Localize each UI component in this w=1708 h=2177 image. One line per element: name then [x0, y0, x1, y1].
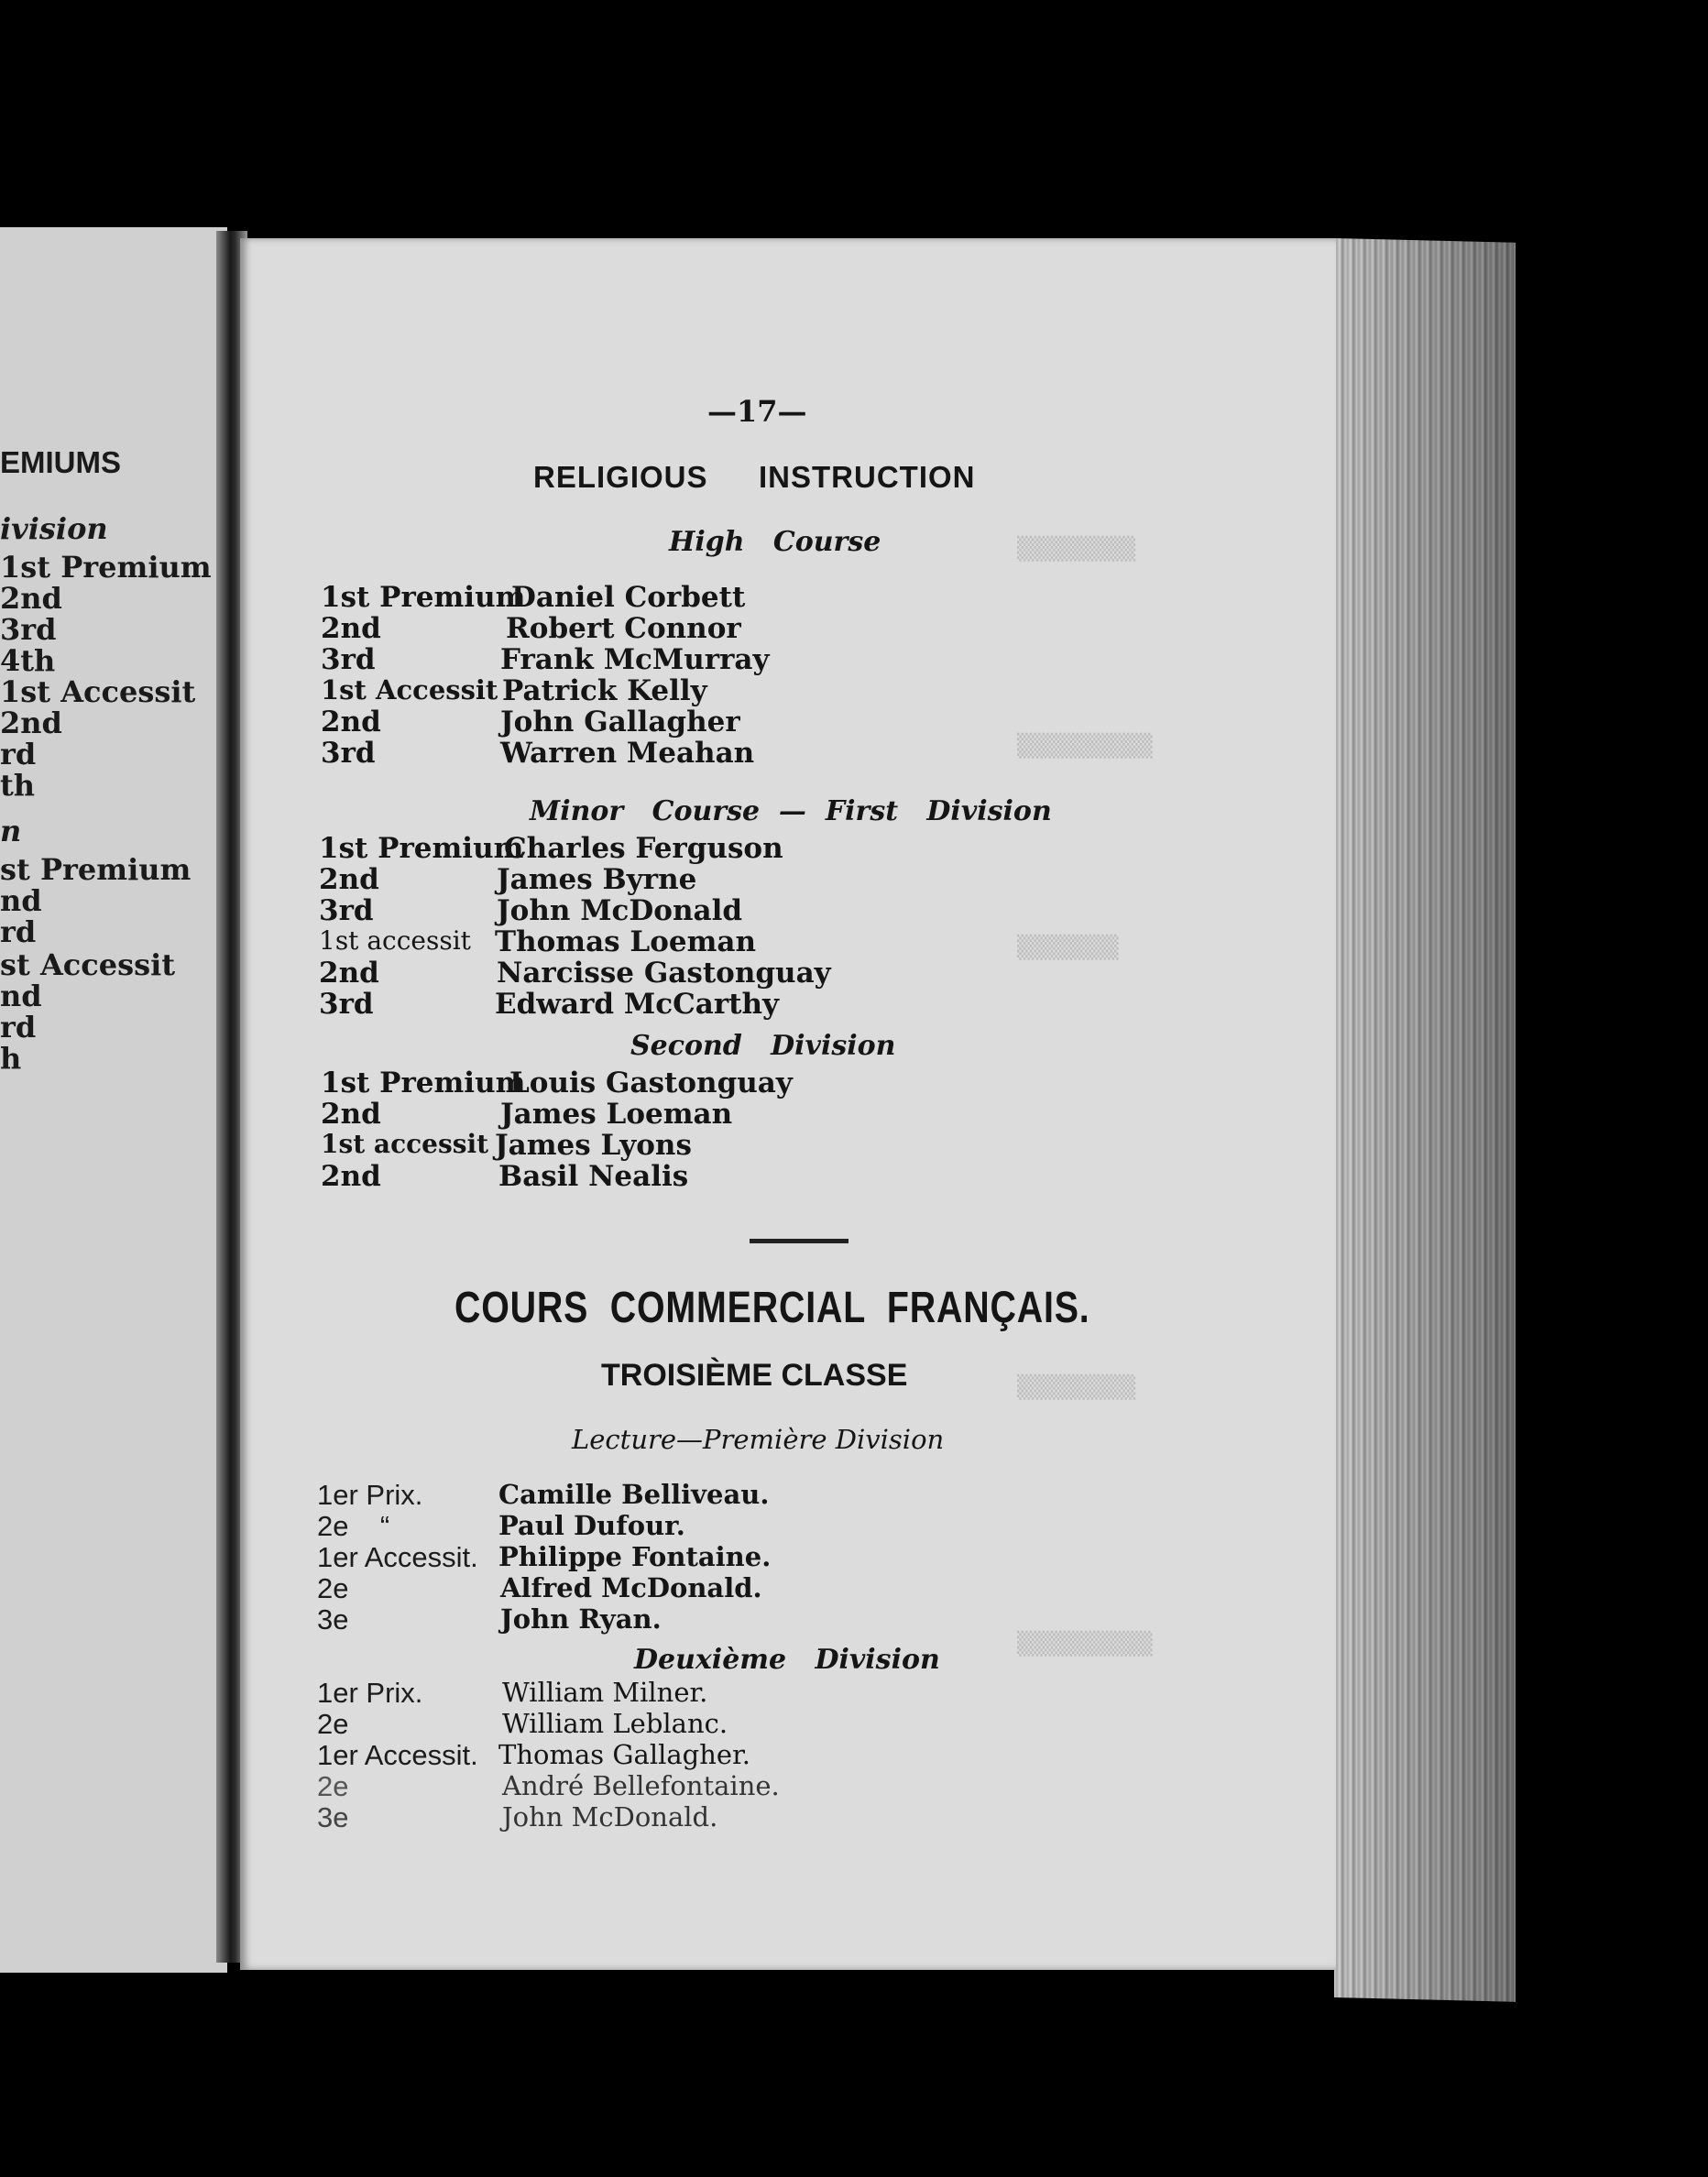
left-page-line: rd	[0, 737, 37, 771]
right-page	[240, 238, 1336, 1970]
award-rank: 2e	[317, 1572, 349, 1604]
left-page-line: st Accessit	[0, 947, 176, 982]
award-rank: 1er Accessit.	[317, 1739, 478, 1771]
award-recipient: Alfred McDonald.	[500, 1572, 762, 1603]
left-page-line: rd	[0, 914, 37, 949]
award-rank: 1er Accessit.	[317, 1541, 478, 1573]
subheading-minor-second-division: Second Division	[630, 1030, 896, 1062]
award-rank: 1er Prix.	[317, 1479, 423, 1511]
award-recipient: Louis Gastonguay	[509, 1067, 793, 1099]
left-page-line: 4th	[0, 643, 56, 678]
award-recipient: James Loeman	[500, 1098, 733, 1131]
award-rank: 2nd	[321, 1160, 381, 1193]
award-recipient: Paul Dufour.	[498, 1510, 685, 1541]
left-page-line: 3rd	[0, 612, 57, 647]
award-recipient: Camille Belliveau.	[498, 1479, 770, 1510]
award-recipient: Charles Ferguson	[504, 832, 783, 865]
award-rank: 3e	[317, 1603, 349, 1635]
award-rank: 3rd	[321, 643, 376, 676]
left-page-line: th	[0, 768, 36, 803]
award-recipient: William Leblanc.	[502, 1708, 728, 1739]
award-recipient: Robert Connor	[506, 612, 741, 645]
page-number: —17—	[707, 394, 807, 429]
award-rank: 2nd	[319, 863, 379, 896]
left-page-line: rd	[0, 1010, 37, 1045]
award-recipient: Philippe Fontaine.	[498, 1541, 772, 1572]
award-recipient: Frank McMurray	[500, 643, 770, 676]
subheading-high-course: High Course	[669, 526, 881, 558]
award-rank: 2nd	[319, 957, 379, 990]
award-rank: 2e	[317, 1770, 349, 1802]
award-recipient: John McDonald.	[502, 1801, 718, 1832]
award-recipient: John Gallagher	[500, 706, 740, 738]
award-rank: 1st Premium	[321, 581, 526, 614]
section-divider	[750, 1239, 849, 1243]
class-title: TROISIÈME CLASSE	[601, 1358, 908, 1393]
award-recipient: Edward McCarthy	[495, 988, 780, 1021]
award-recipient: Warren Meahan	[500, 737, 755, 770]
bleed-through-mark: ▒▒▒▒▒▒▒	[1017, 536, 1136, 562]
section-title-cours-commercial: COURS COMMERCIAL FRANÇAIS.	[454, 1284, 1090, 1332]
left-page-line: EMIUMS	[0, 445, 121, 479]
left-page-line: ivision	[0, 511, 108, 546]
section-title-religious: RELIGIOUS	[533, 460, 708, 494]
left-page-line: 1st Premium	[0, 550, 212, 585]
award-rank: 1st accessit	[321, 1129, 489, 1159]
subheading-minor-first-division: Minor Course — First Division	[530, 795, 1052, 827]
subheading-deuxieme-division: Deuxième Division	[634, 1644, 940, 1676]
award-recipient: James Lyons	[495, 1129, 692, 1162]
award-rank: 3e	[317, 1801, 349, 1833]
award-recipient: John McDonald	[497, 894, 743, 927]
award-recipient: Narcisse Gastonguay	[497, 957, 831, 990]
section-title-instruction: INSTRUCTION	[759, 460, 976, 494]
left-page-line: 2nd	[0, 581, 62, 616]
left-page	[0, 227, 227, 1973]
award-rank: 2e “	[317, 1510, 390, 1542]
award-recipient: Daniel Corbett	[511, 581, 746, 614]
award-rank: 3rd	[319, 894, 374, 927]
award-recipient: John Ryan.	[500, 1603, 662, 1635]
award-rank: 3rd	[321, 737, 376, 770]
left-page-line: st Premium	[0, 852, 192, 887]
award-rank: 1st accessit	[319, 925, 471, 956]
subheading-premiere-division: Lecture—Première Division	[572, 1424, 945, 1455]
award-rank: 2e	[317, 1708, 349, 1740]
page-edges	[1334, 238, 1516, 2002]
left-page-line: nd	[0, 979, 42, 1013]
award-recipient: William Milner.	[502, 1677, 708, 1708]
award-recipient: Thomas Gallagher.	[498, 1739, 750, 1770]
left-page-line: 1st Accessit	[0, 674, 196, 709]
award-recipient: André Bellefontaine.	[502, 1770, 780, 1801]
bleed-through-mark: ▒▒▒▒▒▒▒▒	[1017, 1631, 1153, 1657]
award-rank: 1er Prix.	[317, 1677, 423, 1709]
award-recipient: James Byrne	[497, 863, 697, 896]
left-page-line: n	[0, 814, 22, 848]
award-rank: 1st Accessit	[321, 674, 498, 706]
award-recipient: Patrick Kelly	[502, 674, 707, 707]
bleed-through-mark: ▒▒▒▒▒▒▒	[1017, 1374, 1136, 1400]
award-recipient: Thomas Loeman	[495, 925, 757, 958]
bleed-through-mark: ▒▒▒▒▒▒	[1017, 935, 1119, 960]
award-rank: 2nd	[321, 1098, 381, 1131]
award-rank: 3rd	[319, 988, 374, 1021]
award-recipient: Basil Nealis	[498, 1160, 689, 1193]
left-page-line: 2nd	[0, 706, 62, 740]
left-page-line: nd	[0, 883, 42, 918]
award-rank: 2nd	[321, 612, 381, 645]
award-rank: 2nd	[321, 706, 381, 738]
bleed-through-mark: ▒▒▒▒▒▒▒▒	[1017, 733, 1153, 759]
award-rank: 1st Premium	[319, 832, 524, 865]
award-rank: 1st Premium	[321, 1067, 526, 1099]
left-page-line: h	[0, 1041, 22, 1076]
